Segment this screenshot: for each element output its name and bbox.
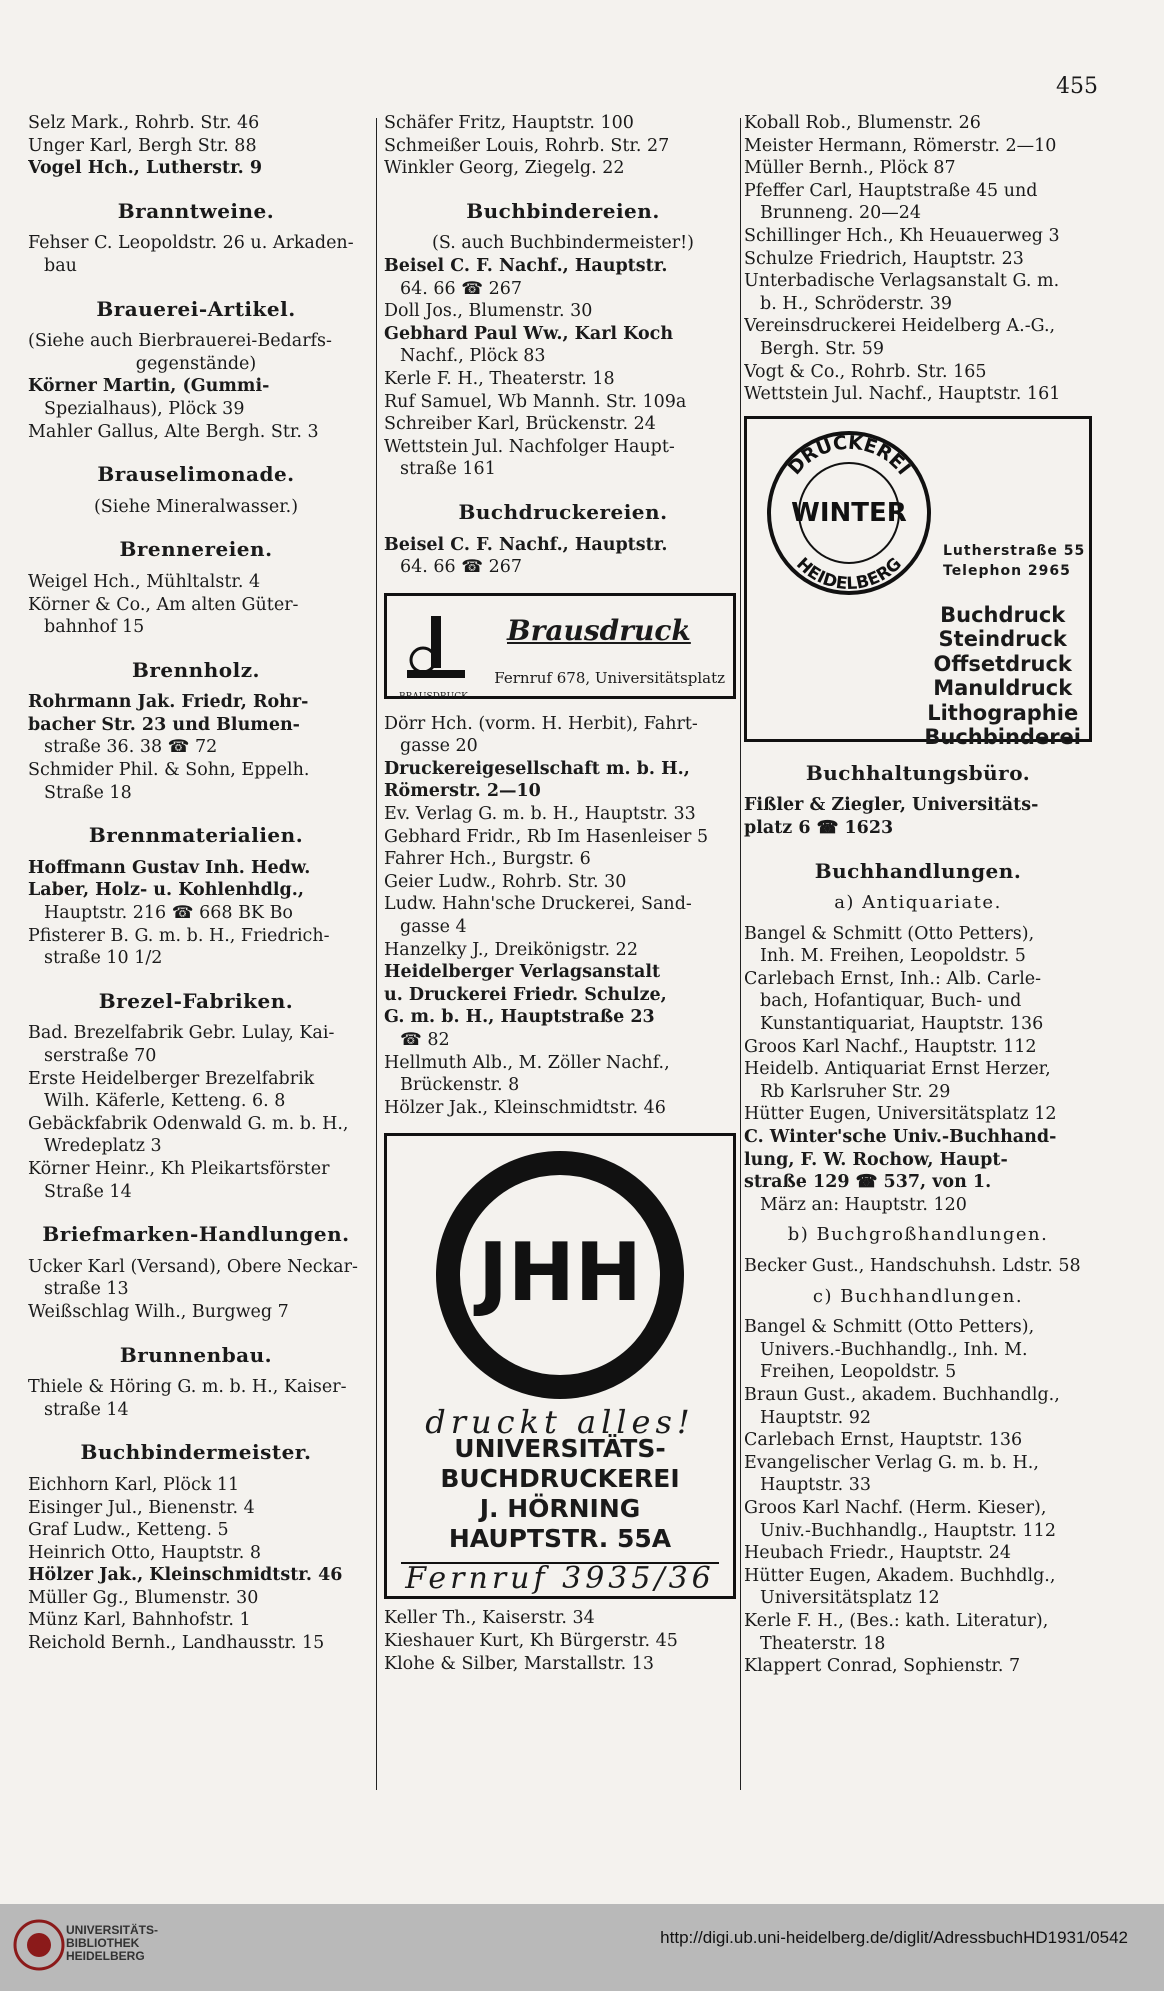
directory-entry: lung, F. W. Rochow, Haupt- — [744, 1149, 1008, 1170]
directory-entry: Gebäckfabrik Odenwald G. m. b. H., — [28, 1113, 349, 1134]
section-heading: Brezel-Fabriken. — [98, 988, 294, 1013]
directory-entry: bacher Str. 23 und Blumen- — [28, 714, 300, 735]
directory-entry: Keller Th., Kaiserstr. 34 — [384, 1608, 595, 1629]
winter-advertisement — [744, 416, 1092, 750]
directory-entry: Inh. M. Freihen, Leopoldstr. 5 — [760, 946, 1026, 967]
library-name — [66, 1924, 158, 1963]
directory-entry: Selz Mark., Rohrb. Str. 46 — [28, 113, 260, 133]
directory-entry: Gebhard Fridr., Rb Im Hasenleiser 5 — [384, 826, 709, 847]
svg-text:DRUCKEREI: DRUCKEREI — [783, 431, 915, 479]
directory-entry: u. Druckerei Friedr. Schulze, — [384, 984, 667, 1005]
brausdruck-brand: Brausdruck — [507, 613, 691, 647]
directory-entry: Schmeißer Louis, Rohrb. Str. 27 — [384, 135, 670, 156]
directory-entry: bach, Hofantiquar, Buch- und — [760, 991, 1022, 1012]
directory-entry: Bad. Brezelfabrik Gebr. Lulay, Kai- — [28, 1023, 335, 1044]
winter-service: Buchbinderei — [924, 725, 1081, 750]
directory-entry: Wredeplatz 3 — [44, 1136, 162, 1157]
directory-entry: Kerle F. H., Theaterstr. 18 — [384, 368, 615, 389]
directory-entry: Heubach Friedr., Hauptstr. 24 — [744, 1543, 1012, 1564]
directory-entry: Nachf., Plöck 83 — [400, 346, 546, 367]
svg-text:JHH: JHH — [478, 1226, 642, 1320]
directory-entry: Dörr Hch. (vorm. H. Herbit), Fahrt- — [384, 713, 698, 734]
directory-entry: Müller Bernh., Plöck 87 — [744, 158, 956, 179]
hoerning-advertisement — [384, 1133, 736, 1599]
directory-entry: Doll Jos., Blumenstr. 30 — [384, 301, 593, 322]
directory-entry: bahnhof 15 — [44, 617, 145, 638]
directory-entry: Schäfer Fritz, Hauptstr. 100 — [384, 113, 634, 133]
hoerning-line1: UNIVERSITÄTS- — [454, 1433, 666, 1463]
directory-entry: Beisel C. F. Nachf., Hauptstr. — [384, 534, 668, 555]
directory-entry: Groos Karl Nachf., Hauptstr. 112 — [744, 1036, 1037, 1057]
column-divider-left — [376, 118, 377, 1790]
right-entries-bottom — [744, 762, 1092, 1678]
directory-entry: Hoffmann Gustav Inh. Hedw. — [28, 857, 311, 878]
section-heading: Buchdruckereien. — [458, 499, 668, 524]
svg-text:WINTER: WINTER — [791, 497, 907, 528]
directory-entry: Gebhard Paul Ww., Karl Koch — [384, 323, 674, 344]
directory-entry: Hellmuth Alb., M. Zöller Nachf., — [384, 1052, 670, 1073]
directory-entry: Ev. Verlag G. m. b. H., Hauptstr. 33 — [384, 804, 696, 825]
section-heading: Buchbindereien. — [466, 198, 660, 223]
directory-entry: Rohrmann Jak. Friedr, Rohr- — [28, 692, 309, 713]
directory-entry: Brückenstr. 8 — [400, 1075, 520, 1096]
directory-entry: Kieshauer Kurt, Kh Bürgerstr. 45 — [384, 1630, 678, 1651]
directory-entry: Unger Karl, Bergh Str. 88 — [28, 135, 257, 156]
brausdruck-logo-icon — [401, 612, 471, 688]
directory-entry: Vereinsdruckerei Heidelberg A.-G., — [744, 316, 1056, 337]
directory-entry: Carlebach Ernst, Inh.: Alb. Carle- — [744, 968, 1042, 989]
directory-entry: Heidelberger Verlagsanstalt — [384, 962, 661, 983]
directory-entry: gegenstände) — [135, 353, 257, 374]
brausdruck-phone: Fernruf 678, Universitätsplatz — [494, 669, 725, 688]
directory-entry: Ruf Samuel, Wb Mannh. Str. 109a — [384, 391, 687, 412]
druckerei-winter-seal-icon — [765, 429, 933, 597]
jhh-logo-icon — [435, 1150, 685, 1400]
directory-entry: straße 36. 38 ☎ 72 — [44, 737, 218, 758]
subsection-heading: a) Antiquariate. — [834, 892, 1002, 914]
svg-text:HEIDELBERG: HEIDELBERG — [792, 553, 906, 594]
directory-entry: Fehser C. Leopoldstr. 26 u. Arkaden- — [28, 233, 354, 254]
directory-entry: Graf Ludw., Ketteng. 5 — [28, 1520, 229, 1541]
section-heading: Branntweine. — [117, 198, 275, 223]
directory-entry: Univ.-Buchhandlg., Hauptstr. 112 — [760, 1520, 1056, 1541]
brausdruck-advertisement — [384, 593, 736, 702]
section-heading: Briefmarken-Handlungen. — [42, 1222, 350, 1247]
directory-entry: Freihen, Leopoldstr. 5 — [760, 1362, 957, 1383]
section-heading: Brauerei-Artikel. — [96, 296, 296, 321]
footer-bar — [0, 1904, 1164, 1991]
directory-entry: Hölzer Jak., Kleinschmidtstr. 46 — [384, 1097, 666, 1118]
directory-entry: Hauptstr. 92 — [760, 1407, 872, 1428]
directory-entry: Thiele & Höring G. m. b. H., Kaiser- — [28, 1377, 347, 1398]
directory-entry: Hölzer Jak., Kleinschmidtstr. 46 — [28, 1565, 343, 1586]
directory-entry: Körner Martin, (Gummi- — [28, 376, 270, 397]
directory-entry: Becker Gust., Handschuhsh. Ldstr. 58 — [744, 1256, 1081, 1276]
directory-entry: Carlebach Ernst, Hauptstr. 136 — [744, 1430, 1023, 1451]
directory-entry: gasse 4 — [400, 917, 467, 938]
directory-entry: Univers.-Buchhandlg., Inh. M. — [760, 1339, 1028, 1360]
directory-entry: straße 13 — [44, 1279, 129, 1300]
university-library-logo-icon — [12, 1918, 66, 1972]
library-name-line: BIBLIOTHEK — [66, 1936, 140, 1950]
directory-entry: G. m. b. H., Hauptstraße 23 — [384, 1007, 655, 1028]
directory-entry: Koball Rob., Blumenstr. 26 — [744, 113, 981, 133]
directory-entry: Reichold Bernh., Landhausstr. 15 — [28, 1633, 325, 1654]
directory-entry: bau — [44, 255, 77, 276]
directory-entry: Körner Heinr., Kh Pleikartsförster — [28, 1158, 330, 1179]
winter-service: Steindruck — [938, 627, 1067, 652]
directory-entry: Brunneng. 20—24 — [760, 203, 922, 224]
directory-entry: Mahler Gallus, Alte Bergh. Str. 3 — [28, 421, 319, 442]
directory-entry: Bergh. Str. 59 — [760, 338, 885, 359]
directory-entry: Münz Karl, Bahnhofstr. 1 — [28, 1610, 251, 1631]
directory-entry: Schulze Friedrich, Hauptstr. 23 — [744, 248, 1024, 269]
middle-entries-top — [384, 112, 742, 579]
directory-entry: Vogt & Co., Rohrb. Str. 165 — [744, 361, 987, 382]
directory-entry: Schmider Phil. & Sohn, Eppelh. — [28, 760, 310, 781]
directory-entry: Evangelischer Verlag G. m. b. H., — [744, 1452, 1039, 1473]
directory-entry: Vogel Hch., Lutherstr. 9 — [28, 158, 263, 179]
directory-entry: März an: Hauptstr. 120 — [760, 1194, 967, 1215]
directory-entry: Wettstein Jul. Nachfolger Haupt- — [384, 436, 675, 457]
directory-entry: Laber, Holz- u. Kohlenhdlg., — [28, 880, 304, 901]
directory-entry: Druckereigesellschaft m. b. H., — [384, 758, 690, 779]
directory-entry: Hütter Eugen, Universitätsplatz 12 — [744, 1104, 1057, 1125]
directory-entry: Geier Ludw., Rohrb. Str. 30 — [384, 871, 627, 892]
directory-entry: Straße 14 — [44, 1181, 132, 1202]
directory-entry: (Siehe Mineralwasser.) — [93, 496, 299, 517]
directory-entry: Ucker Karl (Versand), Obere Neckar- — [28, 1256, 358, 1277]
section-heading: Brennholz. — [131, 657, 261, 682]
section-heading: Brennereien. — [119, 537, 273, 562]
directory-entry: Eichhorn Karl, Plöck 11 — [28, 1474, 240, 1495]
directory-entry: Meister Hermann, Römerstr. 2—10 — [744, 135, 1057, 156]
subsection-heading: b) Buchgroßhandlungen. — [787, 1224, 1049, 1246]
directory-entry: 64. 66 ☎ 267 — [400, 278, 522, 299]
brausdruck-logo-text: BRAUSDRUCK — [399, 691, 468, 702]
directory-entry: gasse 20 — [400, 736, 478, 757]
directory-entry: (Siehe auch Bierbrauerei-Bedarfs- — [28, 331, 332, 352]
directory-entry: Theaterstr. 18 — [760, 1633, 886, 1654]
directory-entry: Unterbadische Verlagsanstalt G. m. — [744, 271, 1060, 292]
directory-entry: Straße 18 — [44, 782, 132, 803]
directory-entry: Hütter Eugen, Akadem. Buchhdlg., — [744, 1565, 1056, 1586]
directory-entry: Beisel C. F. Nachf., Hauptstr. — [384, 255, 668, 276]
directory-entry: Hanzelky J., Dreikönigstr. 22 — [384, 939, 638, 960]
right-entries-top — [744, 112, 1092, 406]
winter-service: Lithographie — [927, 700, 1079, 725]
directory-entry: Klappert Conrad, Sophienstr. 7 — [744, 1656, 1021, 1677]
directory-entry: Spezialhaus), Plöck 39 — [44, 398, 245, 419]
directory-entry: Wettstein Jul. Nachf., Hauptstr. 161 — [744, 384, 1061, 405]
winter-phone: Telephon 2965 — [943, 562, 1071, 579]
directory-entry: Erste Heidelberger Brezelfabrik — [28, 1068, 315, 1089]
directory-entry: b. H., Schröderstr. 39 — [760, 293, 953, 314]
directory-entry: Körner & Co., Am alten Güter- — [28, 594, 299, 615]
directory-entry: (S. auch Buchbindermeister!) — [432, 233, 694, 254]
column-left — [28, 112, 364, 1655]
winter-services — [924, 603, 1081, 750]
directory-entry: Heinrich Otto, Hauptstr. 8 — [28, 1542, 262, 1563]
hoerning-slogan: druckt alles! — [425, 1402, 695, 1441]
directory-entry: Rb Karlsruher Str. 29 — [760, 1081, 951, 1102]
section-heading: Buchbindermeister. — [80, 1440, 312, 1465]
directory-entry: Hauptstr. 216 ☎ 668 BK Bo — [44, 903, 293, 924]
directory-entry: Weigel Hch., Mühltalstr. 4 — [28, 571, 261, 592]
directory-entry: Heidelb. Antiquariat Ernst Herzer, — [744, 1059, 1051, 1080]
hoerning-line3: J. HÖRNING — [479, 1493, 641, 1523]
winter-service: Offsetdruck — [933, 651, 1072, 676]
section-heading: Buchhaltungsbüro. — [805, 760, 1031, 785]
section-heading: Brauselimonade. — [97, 462, 295, 487]
directory-entry: platz 6 ☎ 1623 — [744, 817, 894, 838]
directory-entry: Bangel & Schmitt (Otto Petters), — [744, 1317, 1035, 1338]
directory-entry: Fißler & Ziegler, Universitäts- — [744, 795, 1039, 816]
column-middle — [384, 112, 742, 1675]
directory-entry: Pfeffer Carl, Hauptstraße 45 und — [744, 180, 1038, 201]
directory-entry: 64. 66 ☎ 267 — [400, 557, 522, 578]
directory-entry: Hauptstr. 33 — [760, 1475, 872, 1496]
source-url[interactable]: http://digi.ub.uni-heidelberg.de/diglit/AdressbuchHD1931/0542 — [660, 1928, 1128, 1947]
middle-entries-bottom — [384, 1607, 742, 1675]
directory-entry: Bangel & Schmitt (Otto Petters), — [744, 923, 1035, 944]
directory-entry: straße 14 — [44, 1399, 129, 1420]
directory-entry: Kerle F. H., (Bes.: kath. Literatur), — [744, 1610, 1049, 1631]
directory-entry: straße 10 1/2 — [44, 948, 163, 969]
winter-address-block — [943, 541, 1085, 581]
directory-entry: Fahrer Hch., Burgstr. 6 — [384, 849, 591, 870]
library-name-line: UNIVERSITÄTS- — [66, 1923, 159, 1937]
directory-entry: Ludw. Hahn'sche Druckerei, Sand- — [384, 894, 692, 915]
section-heading: Buchhandlungen. — [814, 858, 1022, 883]
winter-address: Lutherstraße 55 — [943, 542, 1086, 559]
directory-entry: Weißschlag Wilh., Burgweg 7 — [28, 1301, 289, 1322]
directory-entry: C. Winter'sche Univ.-Buchhand- — [744, 1127, 1057, 1148]
winter-service: Manuldruck — [933, 676, 1073, 701]
directory-entry: Braun Gust., akadem. Buchhandlg., — [744, 1384, 1060, 1405]
directory-entry: Schreiber Karl, Brückenstr. 24 — [384, 414, 656, 435]
directory-entry: Römerstr. 2—10 — [384, 781, 541, 802]
directory-entry: Müller Gg., Blumenstr. 30 — [28, 1587, 259, 1608]
library-name-line: HEIDELBERG — [66, 1949, 145, 1963]
directory-entry: Klohe & Silber, Marstallstr. 13 — [384, 1653, 655, 1674]
directory-entry: Wilh. Käferle, Ketteng. 6. 8 — [44, 1091, 286, 1112]
hoerning-line4: HAUPTSTR. 55A — [448, 1523, 672, 1553]
winter-service: Buchdruck — [940, 602, 1066, 627]
hoerning-line2: BUCHDRUCKEREI — [440, 1463, 680, 1493]
directory-entry: Groos Karl Nachf. (Herm. Kieser), — [744, 1497, 1047, 1518]
directory-entry: Kunstantiquariat, Hauptstr. 136 — [760, 1014, 1044, 1035]
directory-entry: Eisinger Jul., Bienenstr. 4 — [28, 1497, 255, 1518]
directory-entry: Winkler Georg, Ziegelg. 22 — [384, 158, 625, 179]
middle-entries-mid — [384, 713, 742, 1120]
directory-entry: straße 161 — [400, 459, 496, 480]
directory-entry: straße 129 ☎ 537, von 1. — [744, 1172, 992, 1193]
page-number: 455 — [1056, 74, 1098, 99]
hoerning-phone: Fernruf 3935/36 — [401, 1562, 719, 1591]
directory-entry: ☎ 82 — [400, 1030, 450, 1050]
column-right — [744, 112, 1092, 1678]
directory-entry: Pfisterer B. G. m. b. H., Friedrich- — [28, 925, 330, 946]
subsection-heading: c) Buchhandlungen. — [812, 1285, 1024, 1307]
section-heading: Brennmaterialien. — [88, 823, 304, 848]
directory-entry: Schillinger Hch., Kh Heuauerweg 3 — [744, 225, 1060, 246]
directory-entry: Universitätsplatz 12 — [760, 1588, 940, 1609]
directory-entry: serstraße 70 — [44, 1046, 157, 1066]
section-heading: Brunnenbau. — [119, 1342, 273, 1367]
